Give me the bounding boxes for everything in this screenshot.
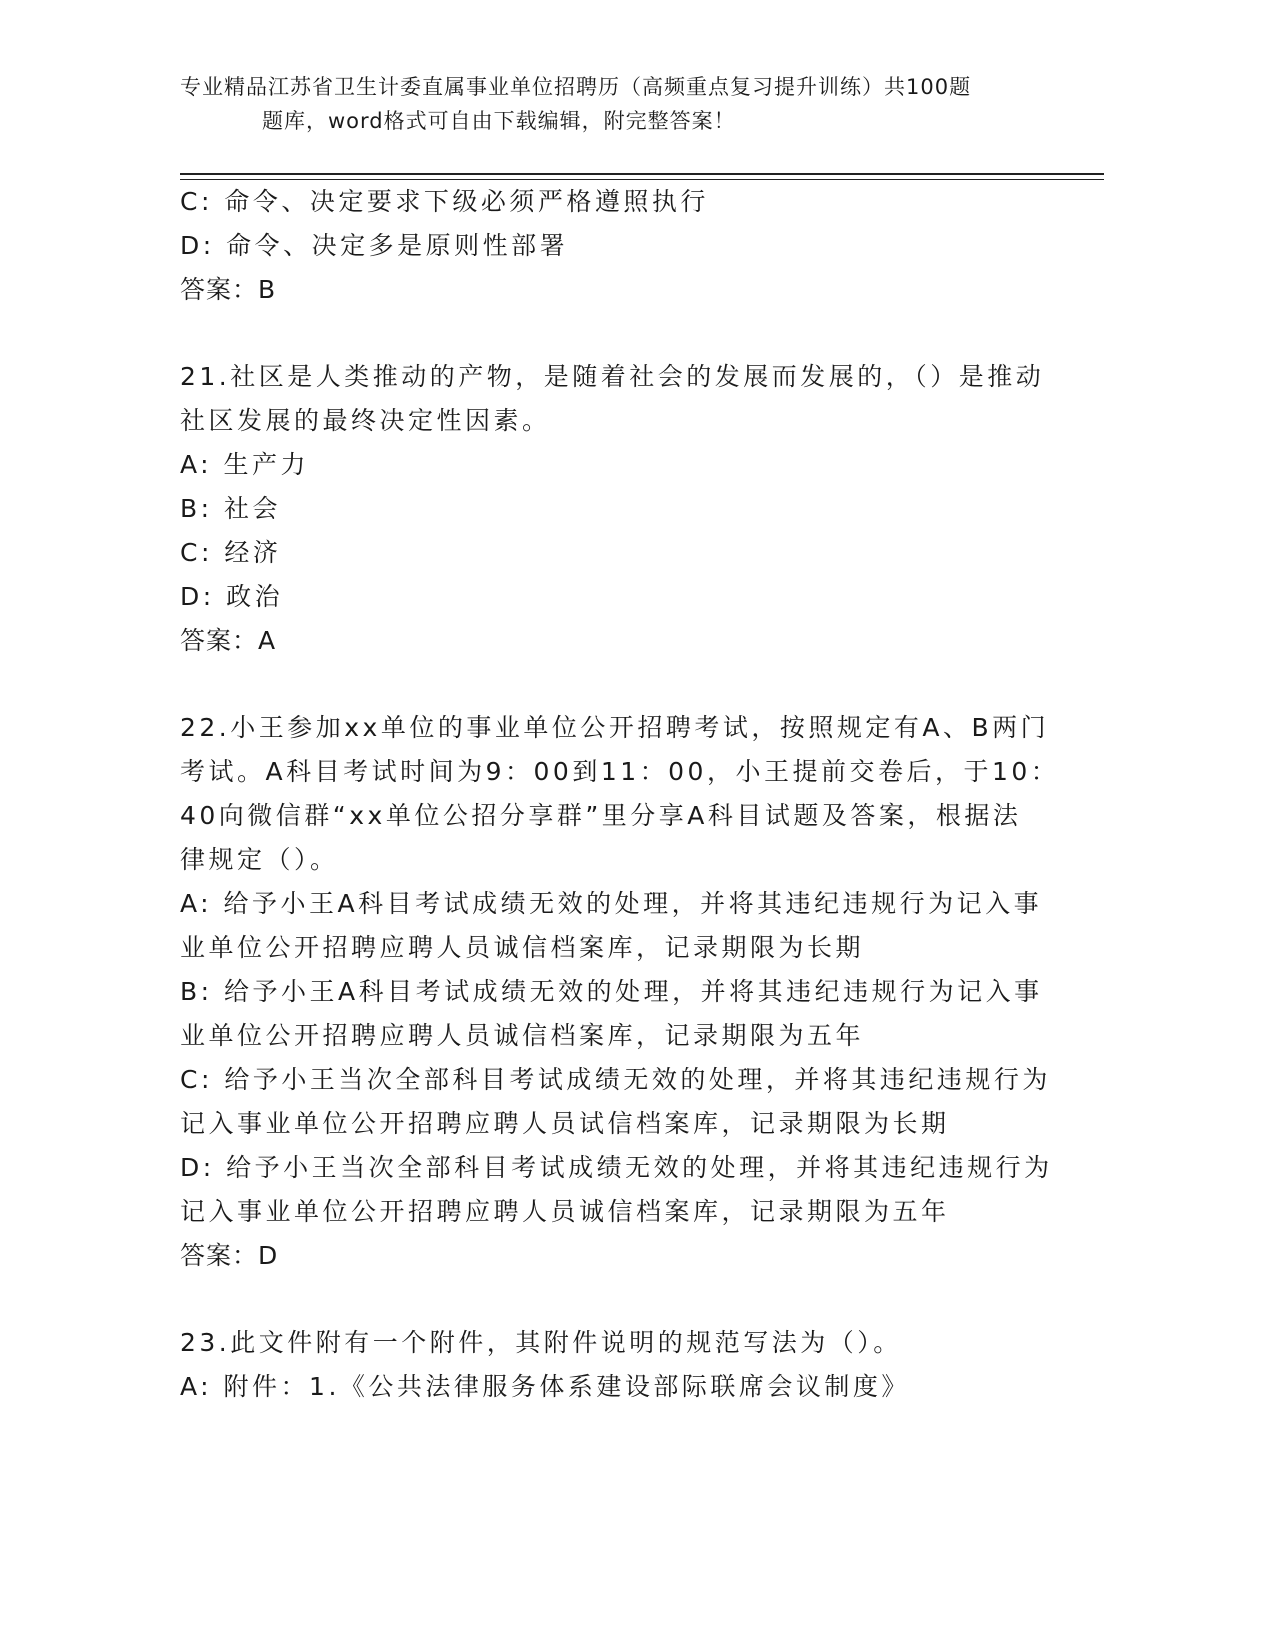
header-divider-thick <box>180 173 1104 175</box>
question-20-tail <box>180 180 1040 312</box>
question-stem-line: 律规定（）。 <box>180 845 339 874</box>
question-stem-line: 40向微信群“xx单位公招分享群”里分享A科目试题及答案，根据法 <box>180 801 1022 830</box>
answer-line: 答案：D <box>180 1241 279 1270</box>
question-21 <box>180 355 1045 663</box>
option-line: A: 附件：1.《公共法律服务体系建设部际联席会议制度》 <box>180 1372 910 1401</box>
page-header <box>180 70 1080 138</box>
answer-line: 答案：A <box>180 626 277 655</box>
option-line: A: 给予小王A科目考试成绩无效的处理，并将其违纪违规行为记入事 <box>180 889 1043 918</box>
option-line: B: 给予小王A科目考试成绩无效的处理，并将其违纪违规行为记入事 <box>180 977 1043 1006</box>
page-subtitle: 题库，word格式可自由下载编辑，附完整答案！ <box>262 109 736 133</box>
option-line: A: 生产力 <box>180 450 310 479</box>
document-body <box>180 180 1060 1409</box>
question-stem-line: 23.此文件附有一个附件，其附件说明的规范写法为（）。 <box>180 1328 902 1357</box>
question-22 <box>180 706 1060 1278</box>
option-line: C: 经济 <box>180 538 282 567</box>
question-23 <box>180 1321 1040 1409</box>
option-line: 业单位公开招聘应聘人员诚信档案库，记录期限为长期 <box>180 933 865 962</box>
spacer <box>180 663 1040 706</box>
option-line: C: 给予小王当次全部科目考试成绩无效的处理，并将其违纪违规行为 <box>180 1065 1051 1094</box>
option-line: 记入事业单位公开招聘应聘人员诚信档案库，记录期限为五年 <box>180 1197 950 1226</box>
answer-line: 答案：B <box>180 275 277 304</box>
question-stem-line: 考试。A科目考试时间为9：00到11：00，小王提前交卷后，于10： <box>180 757 1060 786</box>
spacer <box>180 1278 1040 1321</box>
page-title: 专业精品江苏省卫生计委直属事业单位招聘历（高频重点复习提升训练）共100题 <box>180 75 972 99</box>
option-line: 业单位公开招聘应聘人员诚信档案库，记录期限为五年 <box>180 1021 865 1050</box>
question-stem-line: 22.小王参加xx单位的事业单位公开招聘考试，按照规定有A、B两门 <box>180 713 1050 742</box>
spacer <box>180 312 1040 355</box>
option-line: 记入事业单位公开招聘应聘人员试信档案库，记录期限为长期 <box>180 1109 950 1138</box>
option-line: D: 命令、决定多是原则性部署 <box>180 231 569 260</box>
question-stem-line: 21.社区是人类推动的产物，是随着社会的发展而发展的，（）是推动 <box>180 362 1045 391</box>
option-line: D: 政治 <box>180 582 284 611</box>
question-stem-line: 社区发展的最终决定性因素。 <box>180 406 551 435</box>
option-line: B: 社会 <box>180 494 282 523</box>
option-line: C: 命令、决定要求下级必须严格遵照执行 <box>180 187 709 216</box>
option-line: D: 给予小王当次全部科目考试成绩无效的处理，并将其违纪违规行为 <box>180 1153 1053 1182</box>
